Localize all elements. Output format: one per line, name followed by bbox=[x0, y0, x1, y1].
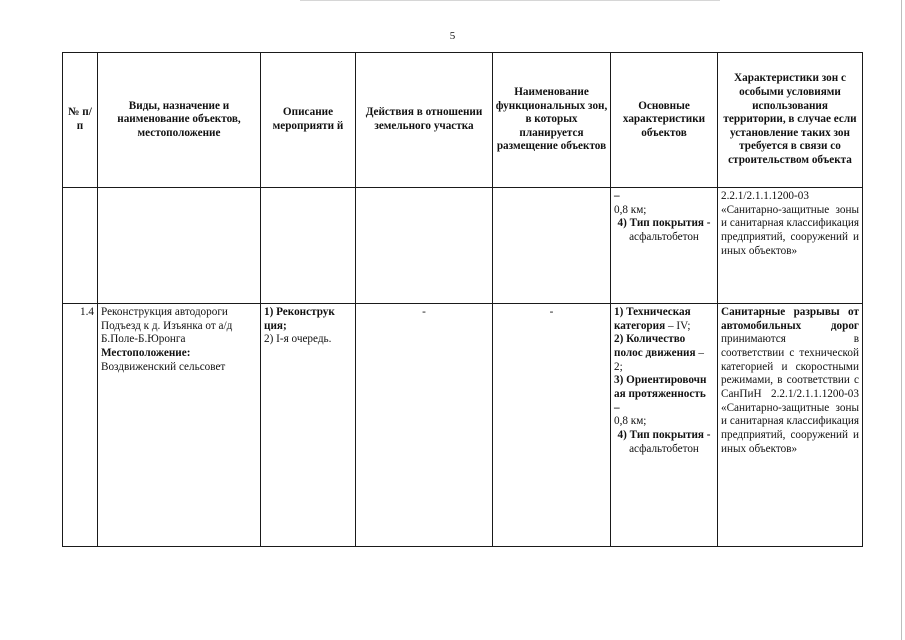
header-number: № п/п bbox=[63, 53, 98, 188]
cell-number bbox=[63, 188, 98, 304]
characteristics-lanes-value: – 2; bbox=[614, 346, 704, 373]
header-object-types: Виды, назначение и наименование объектов, местоположение bbox=[98, 53, 261, 188]
characteristics-extent-label: 3) Ориентировочн ая протяженность bbox=[614, 374, 707, 400]
characteristics-cover-value: асфальтобетон bbox=[629, 442, 699, 455]
measures-reconstruction: 1) Реконструк ция; bbox=[264, 306, 335, 332]
cell-measures bbox=[261, 188, 356, 304]
characteristics-cover-label: 4) Тип покрытия - bbox=[617, 217, 711, 230]
cell-characteristics bbox=[611, 304, 718, 547]
cell-special-zones bbox=[718, 304, 863, 547]
page-number: 5 bbox=[449, 30, 456, 42]
characteristics-cover-label: 4) Тип покрытия - bbox=[617, 428, 711, 441]
table-row bbox=[63, 304, 863, 547]
cell-characteristics bbox=[611, 188, 718, 304]
header-special-zones: Характеристики зон с особыми условиями использования территории, в случае если установление таких зон требуется в связи со строительством объекта bbox=[718, 53, 863, 188]
cell-special-zones: 2.2.1/2.1.1.1200-03 «Санитарно-защитные зоны и санитарная классификация предприятий, сооружений и иных объектов» bbox=[718, 188, 863, 304]
object-location-value: Воздвиженский сельсовет bbox=[101, 360, 226, 373]
header-main-characteristics: Основные характеристики объектов bbox=[611, 53, 718, 188]
header-functional-zones: Наименование функциональных зон, в которых планируется размещение объектов bbox=[493, 53, 611, 188]
characteristics-dash: – bbox=[614, 190, 620, 202]
objects-table bbox=[62, 52, 863, 547]
header-measures: Описание мероприяти й bbox=[261, 53, 356, 188]
characteristics-dash: – bbox=[614, 401, 620, 414]
characteristics-length: 0,8 км; bbox=[614, 415, 647, 428]
cell-object bbox=[98, 188, 261, 304]
special-zones-text: принимаются в соответствии с технической категорией и скоростными режимами, в соответствии с СанПиН 2.2.1/2.1.1.1200-03 «Санитарно-защитные зоны и санитарная классификация предприятий, сооружений и иных объектов» bbox=[721, 333, 859, 455]
characteristics-lanes-label: 2) Количество полос движения bbox=[614, 333, 696, 359]
cell-functional-zones bbox=[493, 188, 611, 304]
page-edge-line bbox=[901, 0, 902, 640]
cell-actions: - bbox=[356, 304, 493, 547]
cell-functional-zones: - bbox=[493, 304, 611, 547]
cell-number: 1.4 bbox=[63, 304, 98, 547]
characteristics-cover-value: асфальтобетон bbox=[629, 230, 699, 243]
characteristics-length: 0,8 км; bbox=[614, 203, 647, 216]
object-name: Реконструкция автодороги Подъезд к д. Изъянка от а/д Б.Поле-Б.Юронга bbox=[101, 306, 233, 346]
header-land-actions: Действия в отношении земельного участка bbox=[356, 53, 493, 188]
page-edge-line bbox=[300, 0, 720, 1]
object-location-label: Местоположение: bbox=[101, 346, 191, 359]
cell-object bbox=[98, 304, 261, 547]
measures-stage: 2) I-я очередь. bbox=[264, 333, 332, 346]
table-header-row bbox=[63, 53, 863, 188]
cell-measures bbox=[261, 304, 356, 547]
table-row bbox=[63, 188, 863, 304]
characteristics-category-label: 1) Техническая категория bbox=[614, 306, 691, 332]
characteristics-category-value: – IV; bbox=[667, 319, 691, 332]
cell-actions bbox=[356, 188, 493, 304]
special-zones-heading: Санитарные разрывы от автомобильных дорог bbox=[721, 306, 859, 332]
